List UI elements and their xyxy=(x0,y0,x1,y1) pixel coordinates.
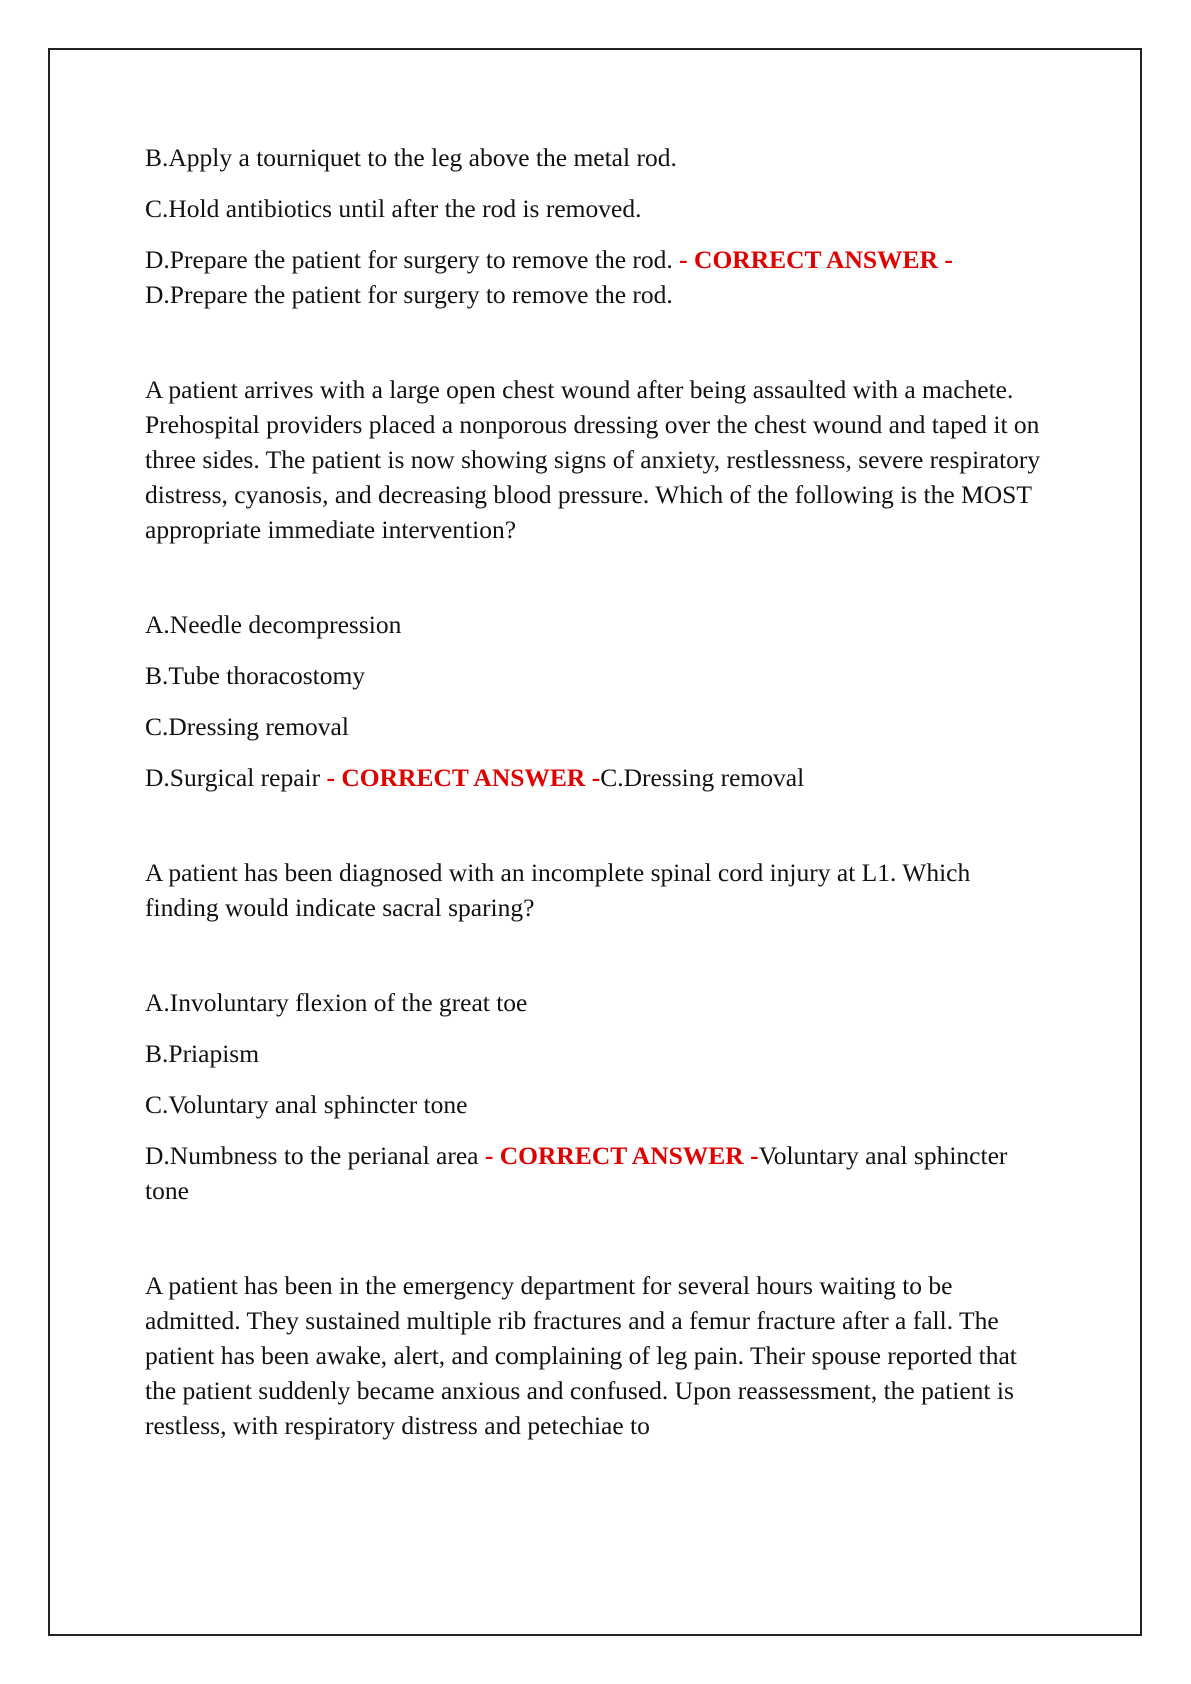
q2-option-b: B.Tube thoracostomy xyxy=(145,661,366,690)
q3-option-c: C.Voluntary anal sphincter tone xyxy=(145,1090,468,1119)
q3-option-a: A.Involuntary flexion of the great toe xyxy=(145,988,528,1017)
q3-option-d-with-answer xyxy=(145,1138,1045,1208)
q1-correct-answer-label: - CORRECT ANSWER - xyxy=(672,245,953,274)
q3-option-d: D.Numbness to the perianal area xyxy=(145,1141,479,1170)
q1-option-d-with-answer xyxy=(145,242,1045,312)
q1-option-d: D.Prepare the patient for surgery to remove the rod. xyxy=(145,245,673,274)
q2-option-d: D.Surgical repair xyxy=(145,763,321,792)
q2-question: A patient arrives with a large open chest wound after being assaulted with a machete. Prehospital providers placed a nonporous dressing over the chest wound and taped it on three sides. The patient is now showing signs of anxiety, restlessness, severe respiratory distress, cyanosis, and decreasing blood pressure. Which of the following is the MOST appropriate immediate intervention? xyxy=(145,375,1041,544)
q3-option-b: B.Priapism xyxy=(145,1039,260,1068)
q1-option-b: B.Apply a tourniquet to the leg above the metal rod. xyxy=(145,143,677,172)
q3-question: A patient has been diagnosed with an incomplete spinal cord injury at L1. Which finding would indicate sacral sparing? xyxy=(145,858,971,922)
q2-correct-answer-text: C.Dressing removal xyxy=(600,763,805,792)
q3-correct-answer-label: - CORRECT ANSWER - xyxy=(478,1141,759,1170)
q3-correct-answer-text: Voluntary anal sphincter tone xyxy=(145,1141,1008,1205)
q4-question: A patient has been in the emergency department for several hours waiting to be admitted. They sustained multiple rib fractures and a femur fracture after a fall. The patient has been awake, alert, and complaining of leg pain. Their spouse reported that the patient suddenly became anxious and confused. Upon reassessment, the patient is restless, with respiratory distress and petechiae to xyxy=(145,1271,1017,1440)
q2-option-c: C.Dressing removal xyxy=(145,712,349,741)
q2-option-d-with-answer xyxy=(145,760,1045,795)
document-content xyxy=(145,140,1045,1443)
q2-correct-answer-label: - CORRECT ANSWER - xyxy=(320,763,601,792)
q2-option-a: A.Needle decompression xyxy=(145,610,402,639)
q1-correct-answer-text: D.Prepare the patient for surgery to remove the rod. xyxy=(145,280,673,309)
q1-option-c: C.Hold antibiotics until after the rod is removed. xyxy=(145,194,642,223)
